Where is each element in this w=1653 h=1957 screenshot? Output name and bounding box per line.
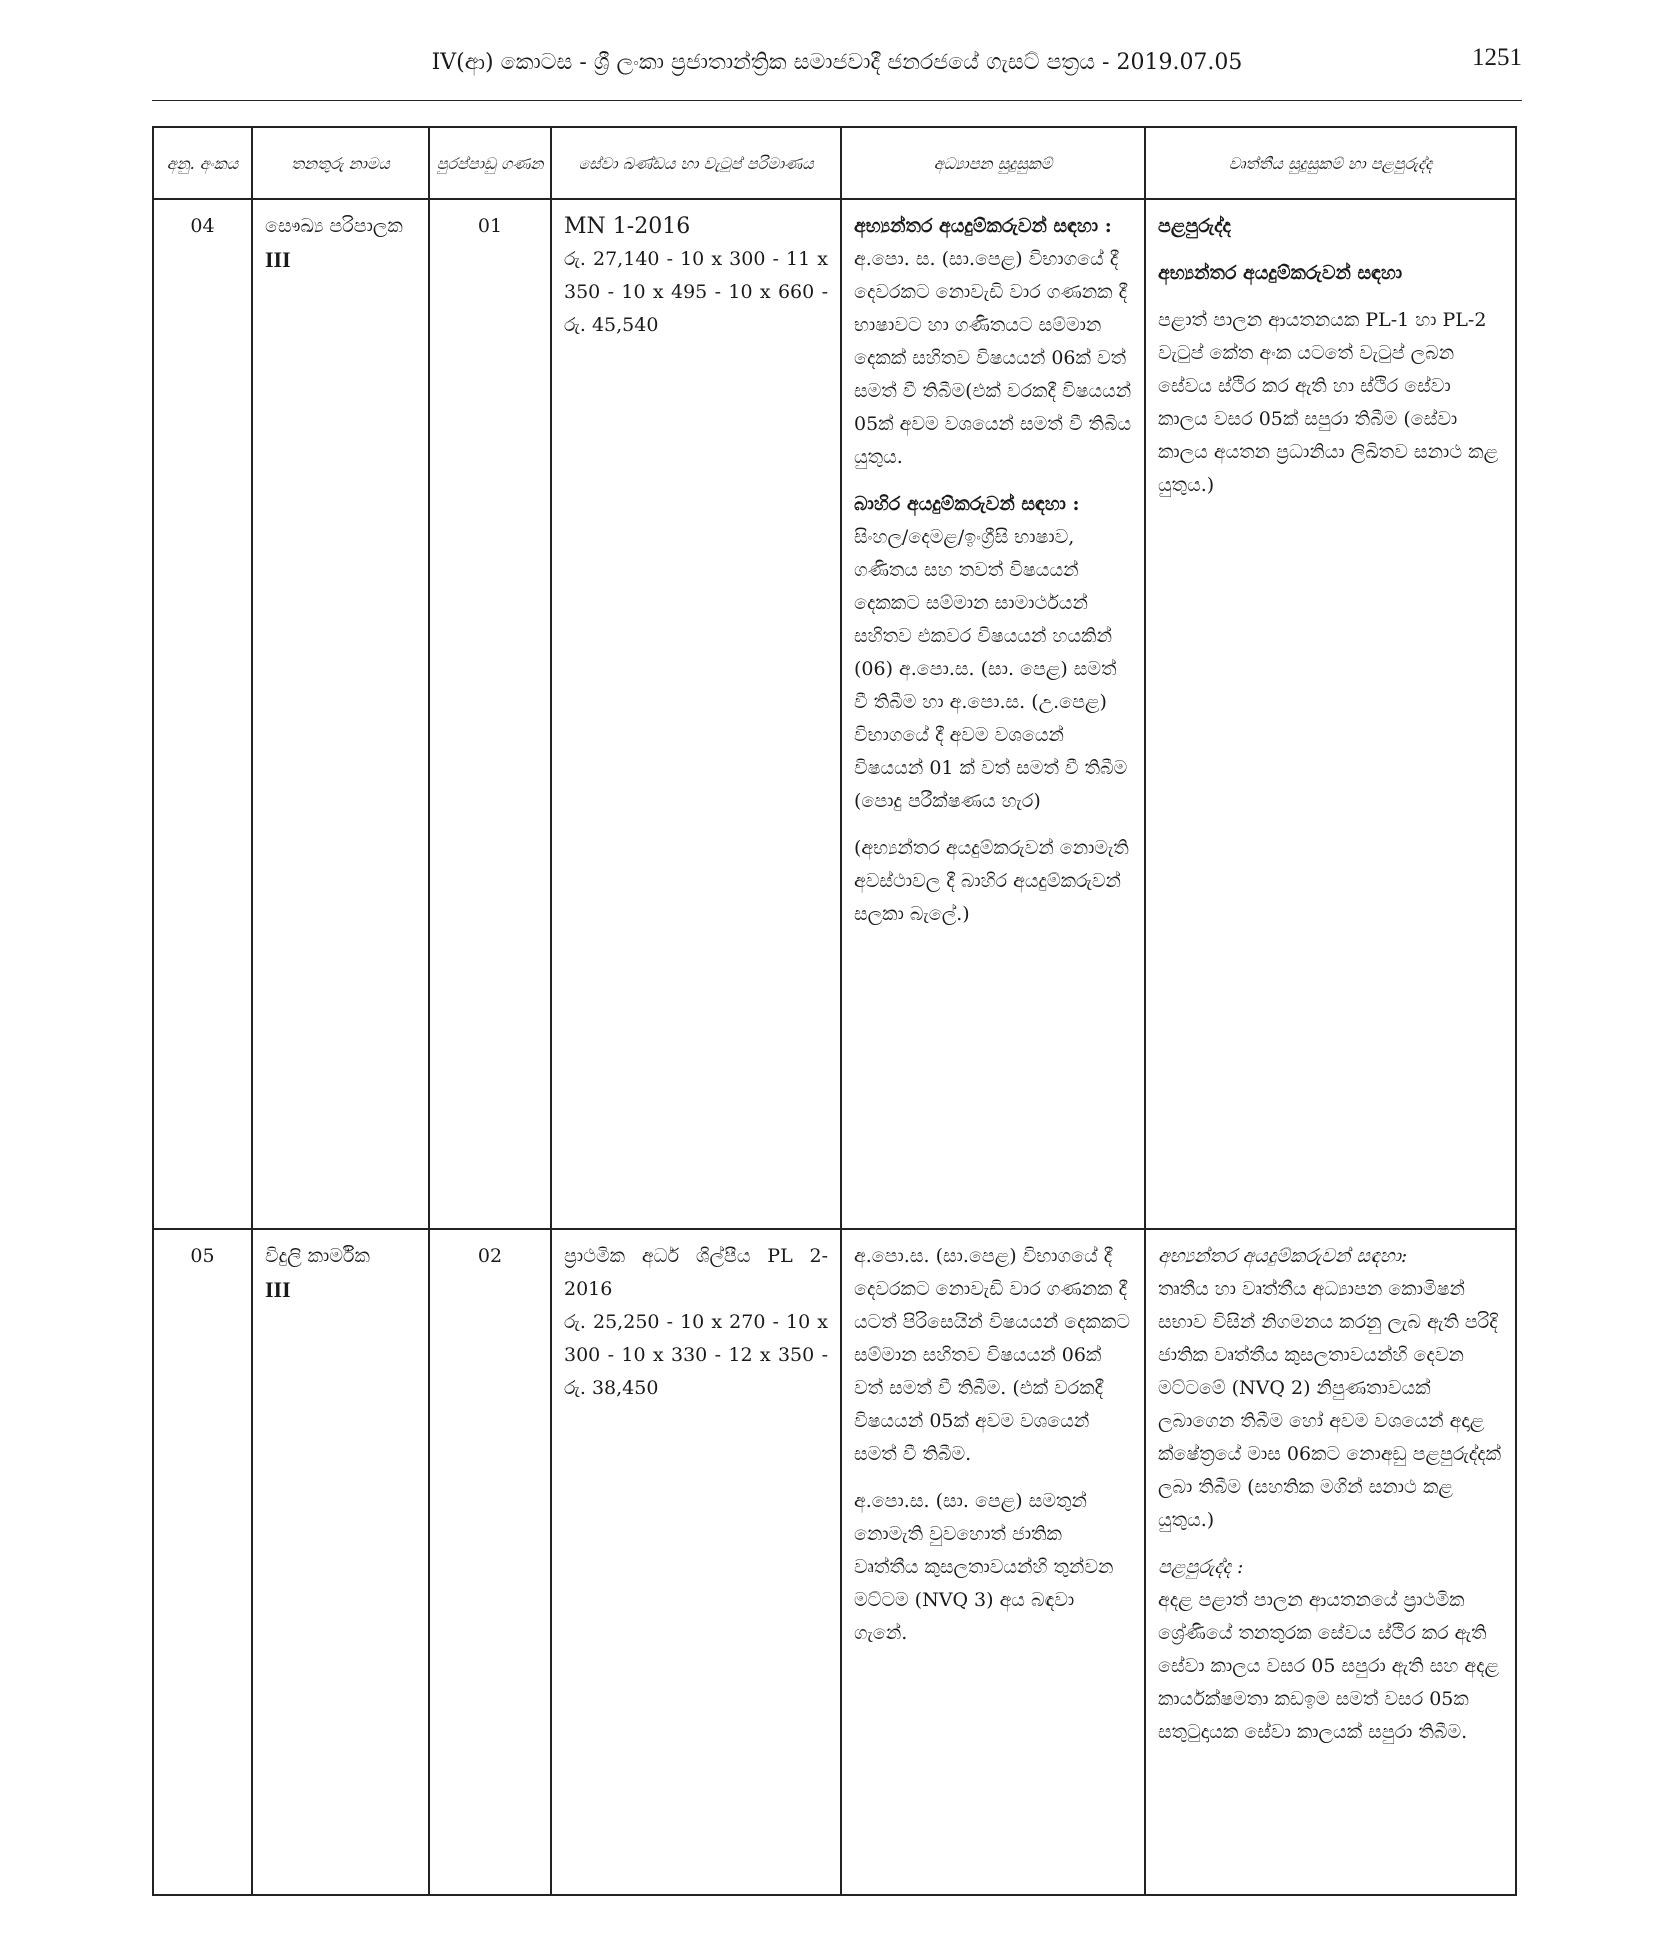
internal-applicants-heading: අභ්‍යන්තර අයදුම්කරුවන් සඳහා: xyxy=(1158,1245,1408,1267)
gazette-title: IV(ආ) කොටස - ශ්‍රී ලංකා ප්‍රජාතාන්ත්‍රික සමාජවාදී ජනරජයේ ගැසට් පත්‍රය - 2019.07.05 xyxy=(431,50,1243,75)
header-education: අධ්‍යාපන සුදුසුකම් xyxy=(841,127,1145,199)
header-row xyxy=(153,127,1516,199)
education-note: (අභ්‍යන්තර අයදුම්කරුවන් නොමැති අවස්ථාවල දී බාහිර අයදුම්කරුවන් සලකා බැලේ.) xyxy=(854,837,1129,925)
header-serial-no: අනු. අංකය xyxy=(153,127,252,199)
vacancies-cell: 01 xyxy=(429,199,551,1229)
education-cell xyxy=(841,199,1145,1229)
salary-scale: රු. 27,140 - 10 x 300 - 11 x 350 - 10 x 495 - 10 x 660 - රු. 45,540 xyxy=(564,248,828,336)
external-requirements: සිංහල/දෙමළ/ඉංග්‍රීසි භාෂාව, ගණිතය සහ තවත් විෂයයන් දෙකකට සම්මාන සාමාර්ථයන් සහිතව එකවර විෂයයන් හයකින් (06) අ.පො.ස. (සා. පෙළ) සමත් වී තිබීම හා අ.පො.ස. (උ.පෙළ) විභාගයේ දී අවම වශයෙන් විෂයයන් 01 ක් වත් සමත් වී තිබීම (පොදු පරීක්ෂණය හැර) xyxy=(854,526,1128,812)
qualification-requirements: තෘතීය හා වෘත්තීය අධ්‍යාපන කොමිෂන් සභාව විසින් නිගමනය කරනු ලැබ ඇති පරිදි ජාතික වෘත්තීය කුසලතාවයන්හි දෙවන මට්ටමේ (NVQ 2) නිපුණතාවයක් ලබාගෙන තිබීම හෝ අවම වශයෙන් අදාළ ක්ෂේත්‍රයේ මාස 06කට නොඅඩු පළපුරුද්දක් ලබා තිබීම (සහතික මගින් සනාථ කළ යුතුය.) xyxy=(1158,1278,1502,1531)
external-applicants-heading: බාහිර අයදුම්කරුවන් සඳහා : xyxy=(854,493,1080,515)
internal-applicants-heading: අභ්‍යන්තර අයදුම්කරුවන් සඳහා : xyxy=(854,215,1112,237)
experience-requirements: අදළ පළාත් පාලන ආයතනයේ ප්‍රාථමික ශ්‍රේණියේ තනතුරක සේවය ස්ථිර කර ඇති සේවා කාලය වසර 05 සපුරා ඇති සහ අදළ කාර්යක්ෂමතා කඩඉම සමත් වසර 05ක සතුටුදායක සේවා කාලයක් සපුරා තිබීම. xyxy=(1158,1589,1500,1743)
table-header xyxy=(153,127,1516,199)
education-alternative: අ.පො.ස. (සා. පෙළ) සමතුන් නොමැති වුවහොත් ජාතික වෘත්තීය කුසලතාවයන්හි තුන්වන මට්ටම (NVQ 3) අය බඳවා ගැනේ. xyxy=(854,1490,1114,1644)
page-number: 1251 xyxy=(1472,44,1522,71)
header-service-salary: සේවා ඛණ්ඩය හා වැටුප් පරිමාණය xyxy=(551,127,841,199)
experience-heading: පළපුරුද්ද xyxy=(1158,215,1231,237)
post-name-cell xyxy=(252,1229,429,1895)
education-cell xyxy=(841,1229,1145,1895)
internal-applicants-subheading: අභ්‍යන්තර අයදුම්කරුවන් සඳහා xyxy=(1158,262,1403,284)
salary-scale: රු. 25,250 - 10 x 270 - 10 x 300 - 10 x 330 - 12 x 350 - රු. 38,450 xyxy=(564,1311,828,1399)
serial-no-cell: 05 xyxy=(153,1229,252,1895)
post-name: විදුලි කාර්මික xyxy=(265,1245,370,1267)
post-name-cell xyxy=(252,199,429,1229)
service-code: MN 1-2016 xyxy=(564,214,691,239)
page-header xyxy=(152,40,1522,101)
post-grade: III xyxy=(265,247,291,272)
header-professional: වෘත්තීය සුදුසුකම් හා පළපුරුද්ද xyxy=(1145,127,1516,199)
post-grade: III xyxy=(265,1277,291,1302)
service-salary-cell xyxy=(551,1229,841,1895)
service-salary-cell xyxy=(551,199,841,1229)
internal-requirements: අ.පො. ස. (සා.පෙළ) විභාගයේ දී දෙවරකට නොවැඩි වාර ගණනක දී භාෂාවට හා ගණිතයට සම්මාන දෙකක් සහිතව විෂයයන් 06ක් වත් සමත් වී තිබීම(එක් වරකදී විෂයයන් 05ක් අවම වශයෙන් සමත් වී තිබිය යුතුය. xyxy=(854,248,1132,468)
vacancies-cell: 02 xyxy=(429,1229,551,1895)
table-row xyxy=(153,1229,1516,1895)
education-requirements: අ.පො.ස. (සා.පෙළ) විභාගයේ දී දෙවරකට නොවැඩි වාර ගණනක දී යටත් පිරිසෙයින් විෂයයන් දෙකකට සම්මාන සහිතව විෂයයන් 06ක් වත් සමත් වී තිබීම. (එක් වරකදී විෂයයන් 05ක් අවම වශයෙන් සමත් වී තිබීම. xyxy=(854,1245,1131,1465)
header-vacancies: පුරප්පාඩු ගණන xyxy=(429,127,551,199)
experience-requirements: පළාත් පාලන ආයතනයක PL-1 හා PL-2 වැටුප් කේත අංක යටතේ වැටුප් ලබන සේවය ස්ථිර කර ඇති හා ස්ථිර සේවා කාලය වසර 05ක් සපුරා තිබීම (සේවා කාලය අයතන ප්‍රධානියා ලිඛිතව සනාථ කළ යුතුය.) xyxy=(1158,309,1499,496)
professional-cell xyxy=(1145,1229,1516,1895)
header-post-name: තනතුරු නාමය xyxy=(252,127,429,199)
experience-heading: පළපුරුද්ද : xyxy=(1158,1556,1244,1578)
serial-no-cell: 04 xyxy=(153,199,252,1229)
table-row xyxy=(153,199,1516,1229)
post-name: සෞඛ්‍ය පරිපාලක xyxy=(265,215,403,237)
vacancy-table xyxy=(152,126,1517,1896)
service-code: ප්‍රාථමික අර්ධ ශිල්පීය PL 2-2016 xyxy=(564,1245,828,1300)
professional-cell xyxy=(1145,199,1516,1229)
